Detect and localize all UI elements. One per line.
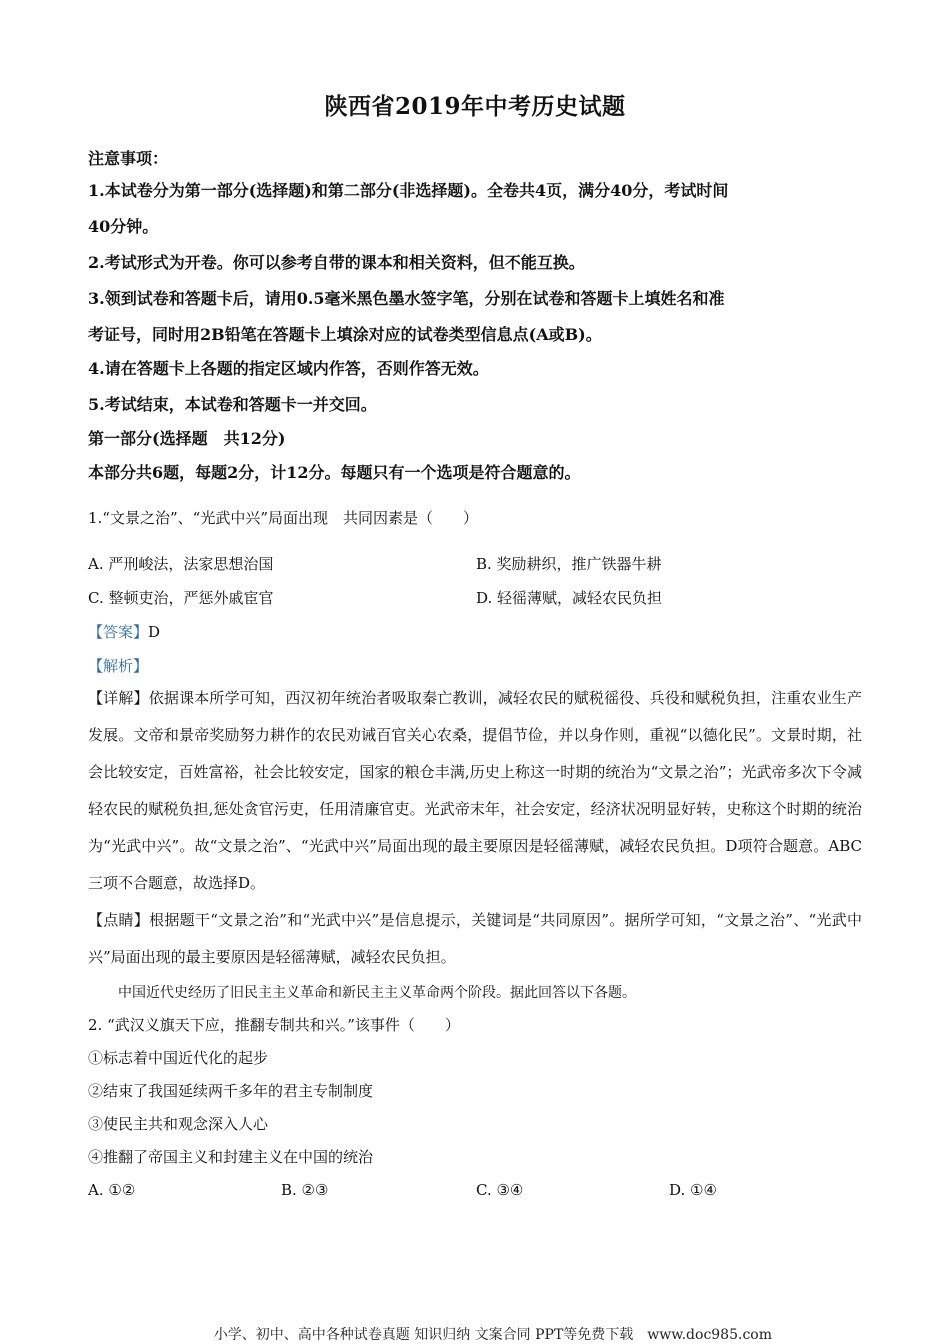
notice-item: 1.本试卷分为第一部分(选择题)和第二部分(非选择题)。全卷共4页，满分40分，考试时间 — [88, 181, 729, 200]
analysis-label: 【解析】 — [88, 657, 149, 675]
comment-paragraph — [88, 902, 862, 976]
question-2-option-a: A. ①② — [88, 1181, 136, 1199]
notice-heading: 注意事项： — [88, 149, 169, 168]
question-1-option-a: A. 严刑峻法，法家思想治国 — [88, 555, 274, 573]
analysis-tag — [88, 655, 148, 676]
answer-tag: 【答案】 — [88, 623, 149, 641]
question-1-option-b: B. 奖励耕织，推广铁器牛耕 — [476, 555, 662, 573]
notice-item: 3.领到试卷和答题卡后，请用0.5毫米黑色墨水签字笔，分别在试卷和答题卡上填姓名和准 — [88, 289, 725, 308]
detail-tag: 【详解】 — [88, 689, 149, 707]
comment-tag: 【点睛】 — [88, 911, 150, 929]
group-intro: 中国近代史经历了旧民主主义革命和新民主主义革命两个阶段。据此回答以下各题。 — [118, 985, 636, 1001]
page-footer — [0, 1324, 950, 1344]
question-2-option-d: D. ①④ — [669, 1181, 717, 1199]
footer-text: 小学、初中、高中各种试卷真题 知识归纳 文案合同 PPT等免费下载 www.doc985.com — [213, 1327, 772, 1343]
question-2-statement: ③使民主共和观念深入人心 — [88, 1115, 269, 1133]
comment-text: 根据题干“文景之治”和“光武中兴”是信息提示，关键词是“共同原因”。据所学可知，“文景之治”、“光武中兴”局面出现的最主要原因是轻徭薄赋，减轻农民负担。 — [88, 911, 862, 966]
notice-item: 40分钟。 — [88, 217, 159, 236]
question-2-statement: ①标志着中国近代化的起步 — [88, 1049, 269, 1067]
question-1-stem: 1.“文景之治”、“光武中兴”局面出现 共同因素是（ ） — [88, 509, 478, 527]
page-title: 陕西省2019年中考历史试题 — [324, 93, 626, 120]
part1-description: 本部分共6题，每题2分，计12分。每题只有一个选项是符合题意的。 — [88, 463, 581, 482]
part1-heading: 第一部分(选择题 共12分) — [88, 429, 286, 448]
question-2-option-b: B. ②③ — [281, 1181, 329, 1199]
answer-line — [88, 621, 160, 642]
detail-text: 依据课本所学可知，西汉初年统治者吸取秦亡教训，减轻农民的赋税徭役、兵役和赋税负担，注重农业生产发展。文帝和景帝奖励努力耕作的农民劝诫百官关心农桑，提倡节俭，并以身作则，重视“以德化民”。文景时期，社会比较安定，百姓富裕，社会比较安定，国家的粮仓丰满,历史上称这一时期的统治为“文景之治”；光武帝多次下令减轻农民的赋税负担,惩处贪官污吏，任用清廉官吏。光武帝末年，社会安定，经济状况明显好转，史称这个时期的统治为“光武中兴”。故“文景之治”、“光武中兴”局面出现的最主要原因是轻徭薄赋，减轻农民负担。D项符合题意。ABC三项不合题意，故选择D。 — [88, 689, 862, 892]
question-1-option-d: D. 轻徭薄赋，减轻农民负担 — [476, 589, 663, 607]
notice-item: 4.请在答题卡上各题的指定区域内作答，否则作答无效。 — [88, 359, 489, 378]
question-2-statement: ④推翻了帝国主义和封建主义在中国的统治 — [88, 1148, 374, 1166]
notice-item: 5.考试结束，本试卷和答题卡一并交回。 — [88, 395, 377, 414]
detail-paragraph — [88, 680, 862, 902]
question-2-option-c: C. ③④ — [476, 1181, 524, 1199]
answer-value: D — [148, 623, 161, 641]
question-2-stem: 2. “武汉义旗天下应，推翻专制共和兴。”该事件（ ） — [88, 1016, 460, 1034]
notice-item: 2.考试形式为开卷。你可以参考自带的课本和相关资料，但不能互换。 — [88, 253, 585, 272]
question-2-statement: ②结束了我国延续两千多年的君主专制制度 — [88, 1082, 374, 1100]
question-1-option-c: C. 整顿吏治，严惩外戚宦官 — [88, 589, 274, 607]
notice-item: 考证号，同时用2B铅笔在答题卡上填涂对应的试卷类型信息点(A或B)。 — [88, 325, 602, 344]
